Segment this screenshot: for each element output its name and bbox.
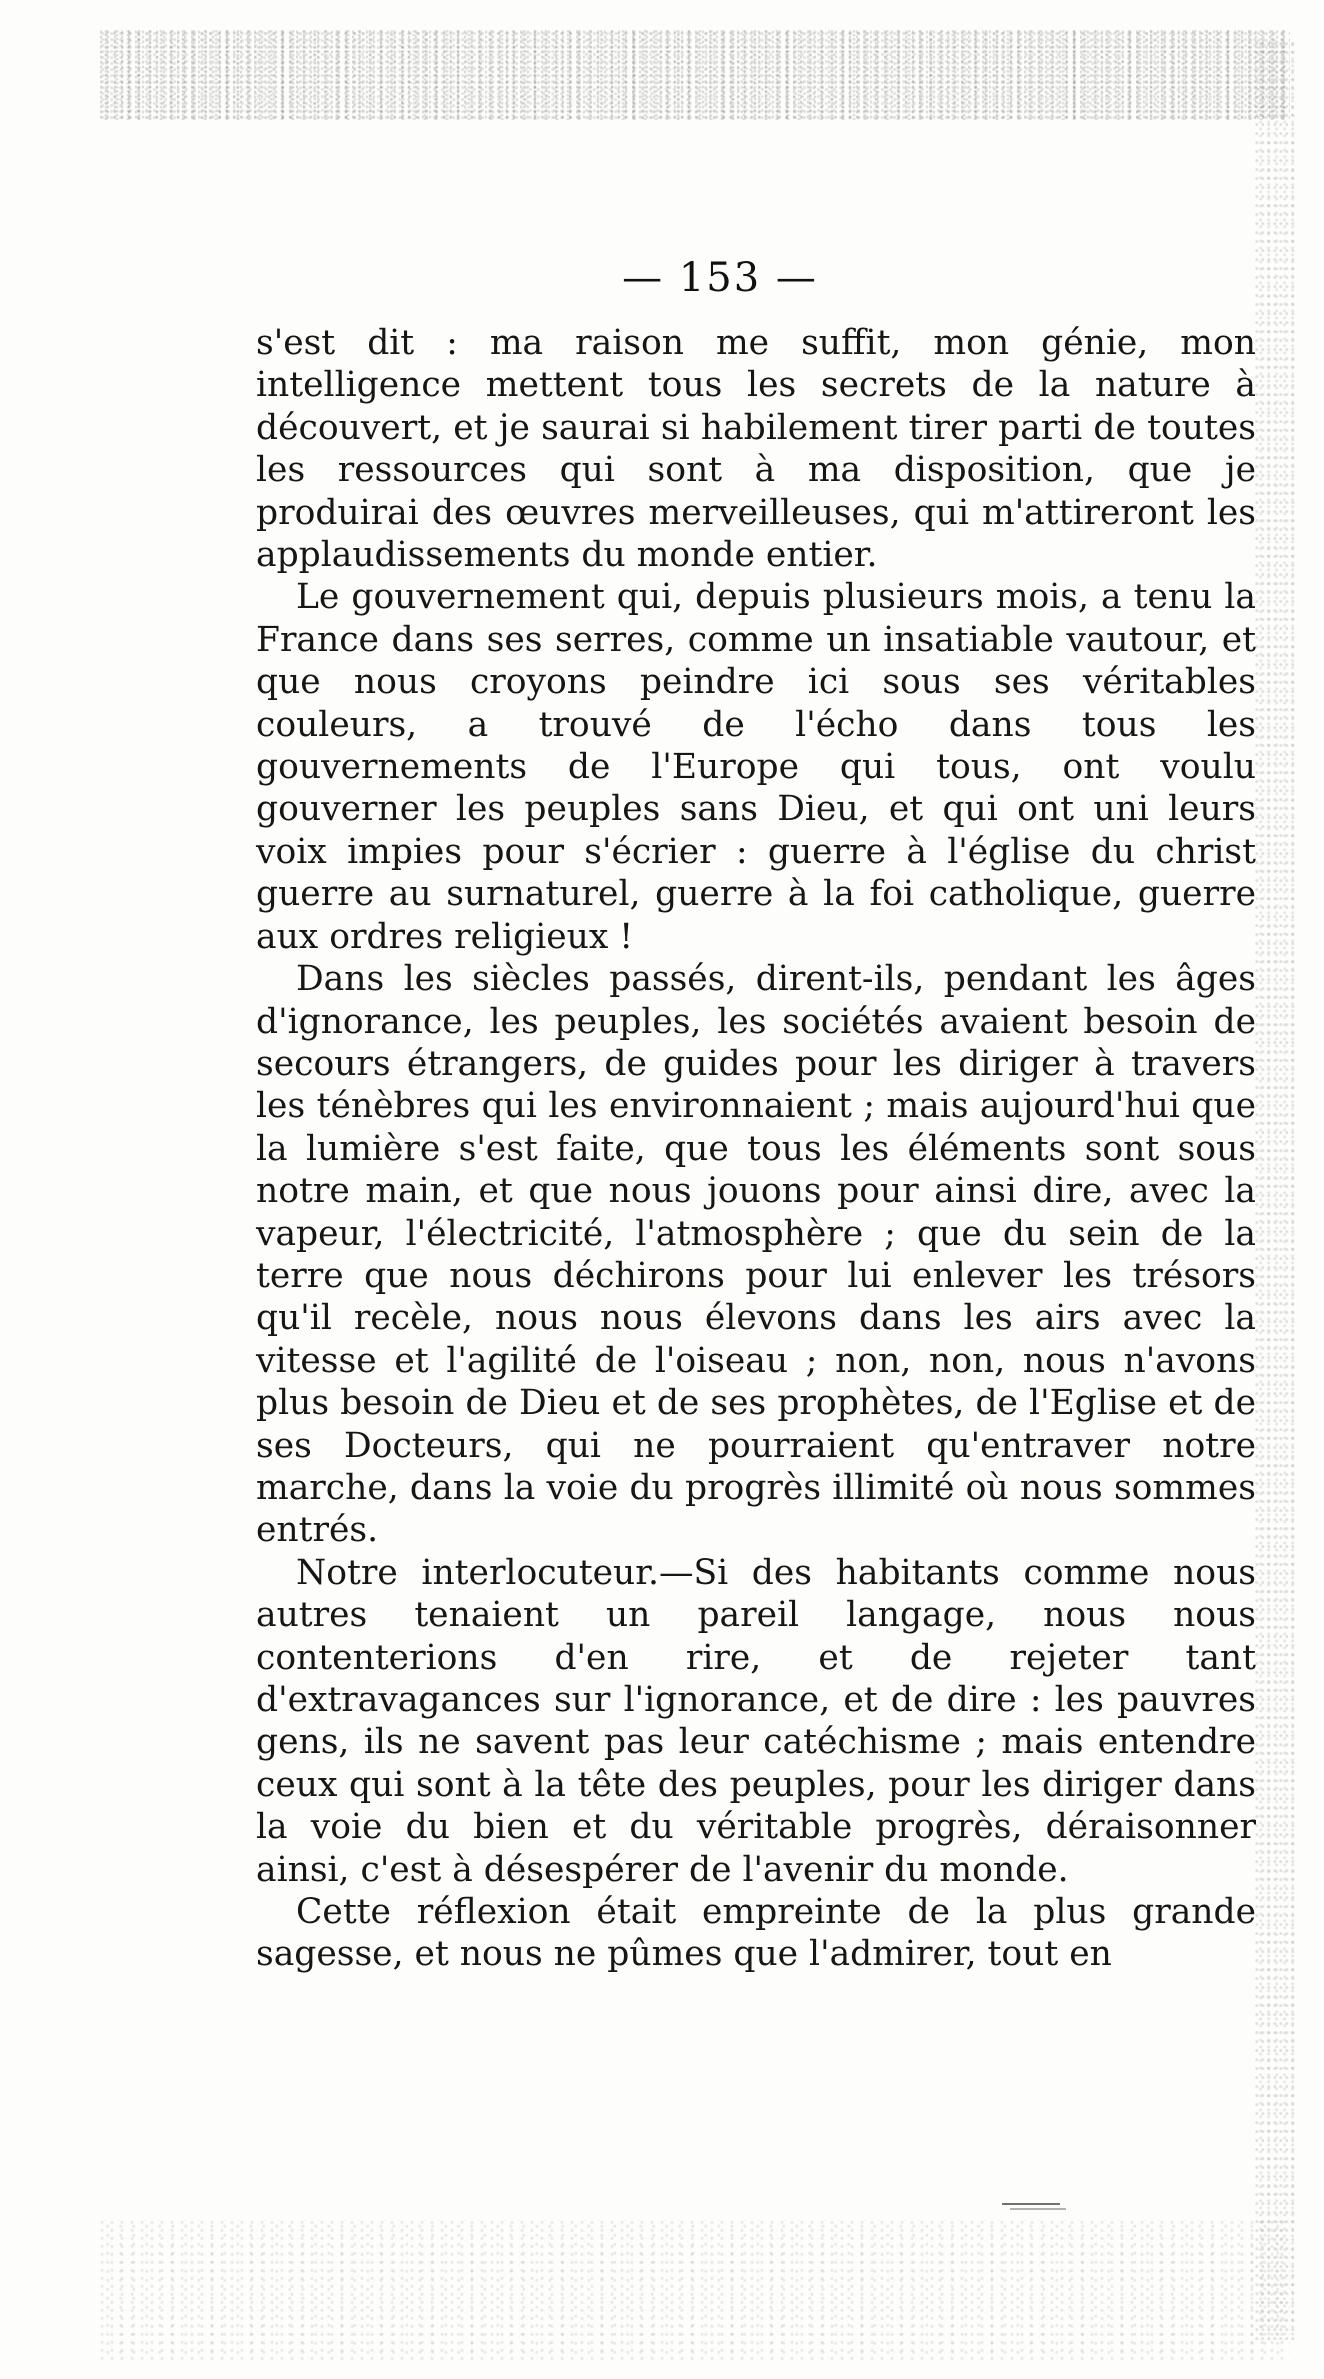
- paragraph: Le gouvernement qui, depuis plusieurs mois, a tenu la France dans ses serres, comme un insatiable vautour, et que nous croyons peindre ici sous ses véritables couleurs, a trouvé de l'écho dans tous les gouvernements de l'Europe qui tous, ont voulu gouverner les peuples sans Dieu, et qui ont uni leurs voix impies pour s'écrier : guerre à l'église du christ guerre au surnaturel, guerre à la foi catholique, guerre aux ordres religieux !: [256, 577, 1256, 957]
- scan-noise-right: [1255, 40, 1295, 2340]
- smudge-mark-icon: [1000, 2200, 1070, 2214]
- paragraph: Notre interlocuteur.—Si des habitants comme nous autres tenaient un pareil langage, nous nous contenterions d'en rire, et de rejeter tant d'extravagances sur l'ignorance, et de dire : les pauvres gens, ils ne savent pas leur catéchisme ; mais entendre ceux qui sont à la tête des peuples, pour les diriger dans la voie du bien et du véritable progrès, déraisonner ainsi, c'est à désespérer de l'avenir du monde.: [256, 1552, 1256, 1890]
- page-number: — 153 —: [622, 255, 818, 301]
- scan-noise-top: [100, 30, 1290, 120]
- paragraph: Dans les siècles passés, dirent-ils, pendant les âges d'ignorance, les peuples, les sociétés avaient besoin de secours étrangers, de guides pour les diriger à travers les ténèbres qui les environnaient ; mais aujourd'hui que la lumière s'est faite, que tous les éléments sont sous notre main, et que nous jouons pour ainsi dire, avec la vapeur, l'électricité, l'atmosphère ; que du sein de la terre que nous déchirons pour lui enlever les trésors qu'il recèle, nous nous élevons dans les airs avec la vitesse et l'agilité de l'oiseau ; non, non, nous n'avons plus besoin de Dieu et de ses prophètes, de l'Eglise et de ses Docteurs, qui ne pourraient qu'entraver notre marche, dans la voie du progrès illimité où nous sommes entrés.: [256, 959, 1256, 1551]
- paragraph: s'est dit : ma raison me suffit, mon génie, mon intelligence mettent tous les secrets de la nature à découvert, et je saurai si habilement tirer parti de toutes les ressources qui sont à ma disposition, que je produirai des œuvres merveilleuses, qui m'attireront les applaudissements du monde entier.: [256, 323, 1256, 576]
- paragraph: Cette réflexion était empreinte de la plus grande sagesse, et nous ne pûmes que l'admirer, tout en: [256, 1892, 1256, 1975]
- body-text: [256, 322, 1256, 1976]
- scan-noise-bottom: [100, 2220, 1290, 2360]
